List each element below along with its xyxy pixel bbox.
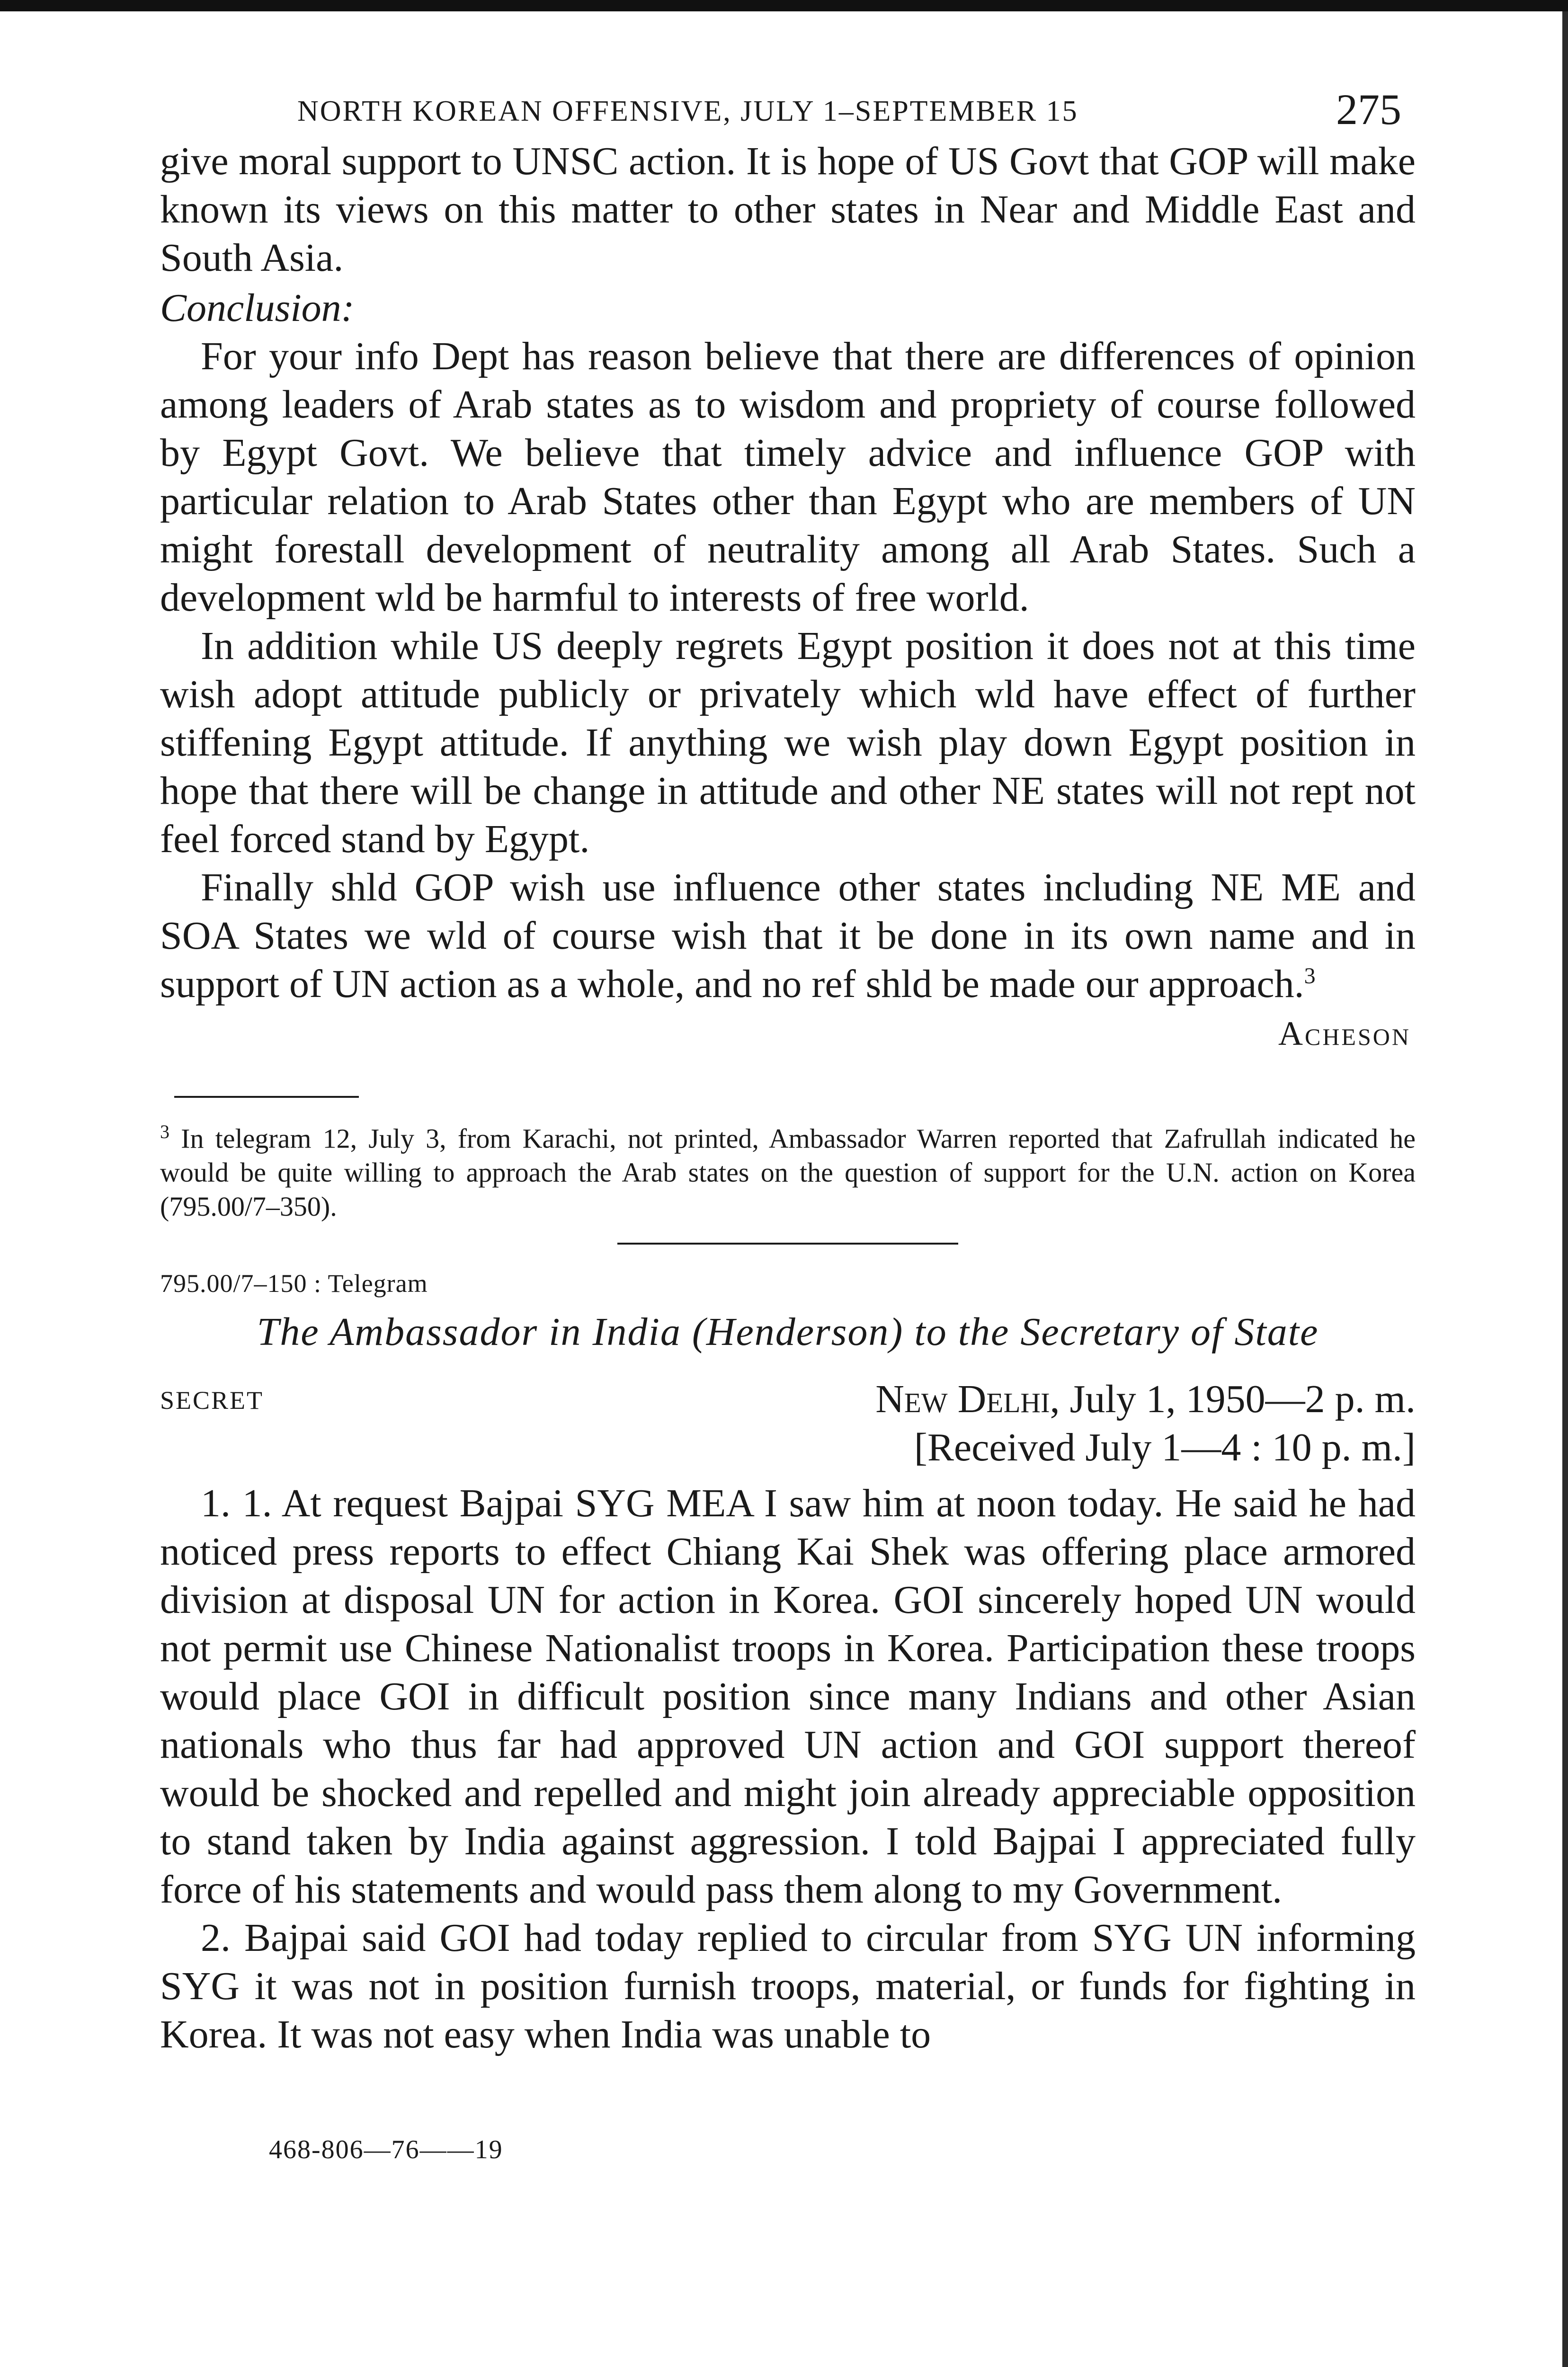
received-line: [Received July 1—4 : 10 p. m.] <box>914 1425 1416 1470</box>
sent-date: July 1, 1950—2 p. m. <box>1069 1377 1416 1422</box>
document-title: The Ambassador in India (Henderson) to the Secretary of State <box>257 1310 1319 1354</box>
footnote-text: In telegram 12, July 3, from Karachi, not printed, Ambassador Warren reported that Zafrullah indicated he would be quite willing to approach the Arab states on the question of support for the U.N. action on Korea (795.00/7–350). <box>160 1123 1416 1222</box>
scan-right-border <box>1562 11 1568 2367</box>
paragraph-in-addition: In addition while US deeply regrets Egypt position it does not at this time wish adopt attitude publicly or privately which wld have effect of further stiffening Egypt attitude. If anything we wish play down Egypt position in hope that there will be change in attitude and other NE states will not rept not feel forced stand by Egypt. <box>160 624 1416 861</box>
page-header <box>160 76 1416 137</box>
signature: Acheson <box>1278 1014 1411 1052</box>
classification-label: SECRET <box>160 1386 264 1415</box>
paragraph-2: 2. Bajpai said GOI had today replied to circular from SYG UN informing SYG it was not in position furnish troops, material, or funds for fighting in Korea. It was not easy when India was unable to <box>160 1916 1416 2057</box>
printer-folio: 468-806—76——19 <box>269 2135 503 2165</box>
scan-top-border <box>0 0 1568 11</box>
paragraph-finally-text: Finally shld GOP wish use influence other states including NE ME and SOA States we wld of course wish that it be done in its own name and in support of UN action as a whole, and no ref shld be made our approach. <box>160 865 1416 1006</box>
footnote <box>160 1115 1416 1224</box>
paragraph-1: 1. 1. At request Bajpai SYG MEA I saw him at noon today. He said he had noticed press reports to effect Chiang Kai Shek was offering place armored division at disposal UN for action in Korea. GOI sincerely hoped UN would not permit use Chinese Nationalist troops in Korea. Participation these troops would place GOI in difficult position since many Indians and other Asian nationals who thus far had approved UN action and GOI support thereof would be shocked and repelled and might join already appreciable opposition to stand taken by India against aggression. I told Bajpai I appreciated fully force of his statements and would pass them along to my Government. <box>160 1481 1416 1912</box>
conclusion-heading: Conclusion: <box>160 286 355 330</box>
footnote-marker: 3 <box>160 1121 169 1142</box>
dateline <box>875 1375 1416 1472</box>
sent-line <box>875 1375 1416 1424</box>
document-page <box>160 76 1416 2165</box>
paragraph-finally <box>160 863 1416 1008</box>
place: New Delhi, <box>875 1377 1060 1422</box>
paragraph-info-dept: For your info Dept has reason believe that there are differences of opinion among leaders of Arab states as to wisdom and propriety of course followed by Egypt Govt. We believe that timely advice and influence GOP with particular relation to Arab States other than Egypt who are members of UN might forestall development of neutrality among all Arab States. Such a development wld be harmful to interests of free world. <box>160 334 1416 620</box>
running-title: NORTH KOREAN OFFENSIVE, JULY 1–SEPTEMBER 15 <box>297 95 1078 127</box>
footnote-reference: 3 <box>1304 963 1316 988</box>
dateline-block <box>160 1375 1416 1479</box>
file-reference: 795.00/7–150 : Telegram <box>160 1269 428 1298</box>
page-number: 275 <box>1336 85 1401 133</box>
footnote-rule <box>174 1096 359 1098</box>
document-separator <box>617 1243 958 1245</box>
continuation-paragraph: give moral support to UNSC action. It is hope of US Govt that GOP will make known its views on this matter to other states in Near and Middle East and South Asia. <box>160 139 1416 280</box>
